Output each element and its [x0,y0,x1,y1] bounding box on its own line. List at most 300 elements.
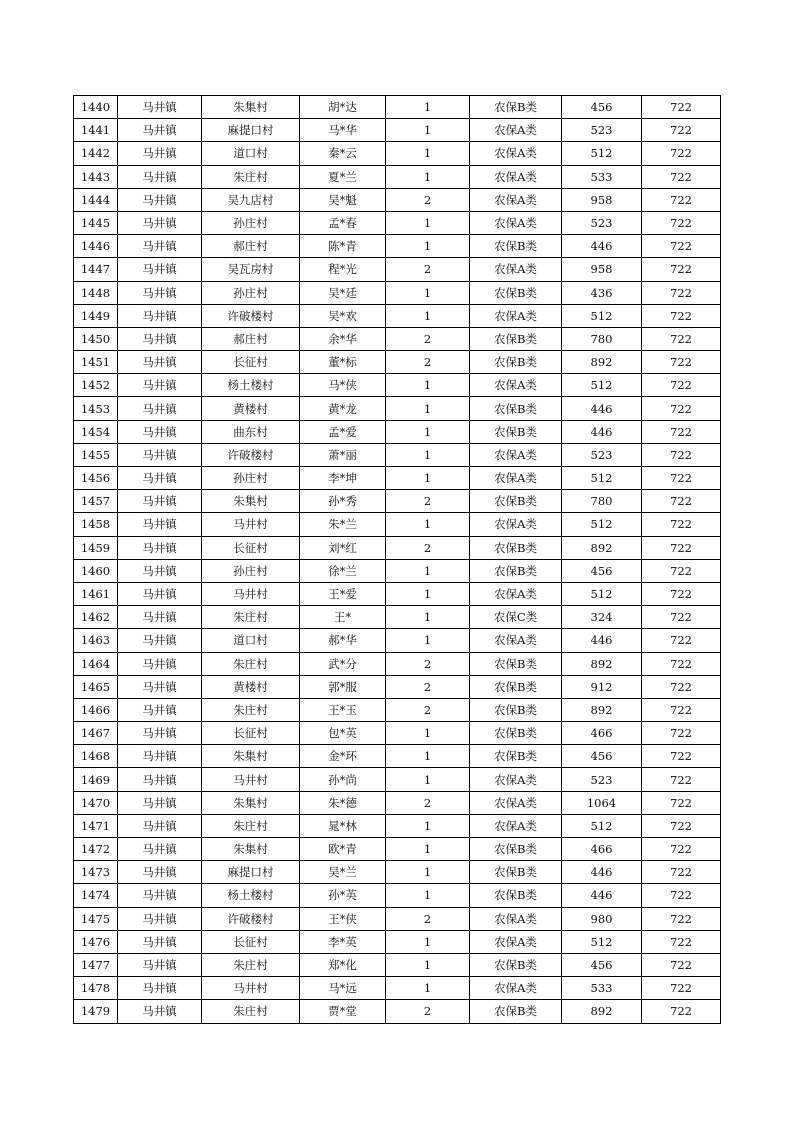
category-cell: 农保A类 [470,467,562,490]
records-table-body [74,96,721,1024]
row-number-cell: 1442 [74,142,118,165]
village-cell: 黄楼村 [202,397,300,420]
row-number-cell: 1459 [74,536,118,559]
household-size-cell: 2 [386,698,470,721]
village-cell: 许破楼村 [202,443,300,466]
table-row [74,907,721,930]
village-cell: 郝庄村 [202,235,300,258]
standard-cell: 722 [642,351,721,374]
name-cell: 王*侠 [300,907,386,930]
standard-cell: 722 [642,142,721,165]
household-size-cell: 2 [386,675,470,698]
standard-cell: 722 [642,629,721,652]
category-cell: 农保C类 [470,606,562,629]
household-size-cell: 2 [386,351,470,374]
village-cell: 马井村 [202,582,300,605]
household-size-cell: 1 [386,374,470,397]
village-cell: 许破楼村 [202,907,300,930]
standard-cell: 722 [642,652,721,675]
household-size-cell: 1 [386,768,470,791]
village-cell: 朱庄村 [202,652,300,675]
standard-cell: 722 [642,953,721,976]
amount-cell: 533 [562,977,642,1000]
category-cell: 农保A类 [470,304,562,327]
table-row [74,768,721,791]
category-cell: 农保A类 [470,582,562,605]
standard-cell: 722 [642,374,721,397]
amount-cell: 466 [562,838,642,861]
household-size-cell: 1 [386,281,470,304]
standard-cell: 722 [642,1000,721,1023]
row-number-cell: 1473 [74,861,118,884]
name-cell: 吴*兰 [300,861,386,884]
standard-cell: 722 [642,443,721,466]
table-row [74,559,721,582]
town-cell: 马井镇 [118,119,202,142]
town-cell: 马井镇 [118,559,202,582]
table-row [74,652,721,675]
standard-cell: 722 [642,397,721,420]
village-cell: 朱庄村 [202,165,300,188]
table-row [74,467,721,490]
village-cell: 朱庄村 [202,698,300,721]
row-number-cell: 1444 [74,188,118,211]
standard-cell: 722 [642,698,721,721]
row-number-cell: 1440 [74,96,118,119]
village-cell: 孙庄村 [202,281,300,304]
table-row [74,188,721,211]
village-cell: 孙庄村 [202,467,300,490]
category-cell: 农保A类 [470,907,562,930]
town-cell: 马井镇 [118,884,202,907]
name-cell: 武*分 [300,652,386,675]
village-cell: 朱集村 [202,838,300,861]
table-row [74,1000,721,1023]
name-cell: 孙*秀 [300,490,386,513]
row-number-cell: 1477 [74,953,118,976]
standard-cell: 722 [642,884,721,907]
standard-cell: 722 [642,119,721,142]
town-cell: 马井镇 [118,281,202,304]
town-cell: 马井镇 [118,745,202,768]
village-cell: 长征村 [202,930,300,953]
row-number-cell: 1456 [74,467,118,490]
town-cell: 马井镇 [118,467,202,490]
amount-cell: 1064 [562,791,642,814]
row-number-cell: 1476 [74,930,118,953]
household-size-cell: 1 [386,838,470,861]
household-size-cell: 1 [386,304,470,327]
category-cell: 农保B类 [470,397,562,420]
standard-cell: 722 [642,907,721,930]
household-size-cell: 1 [386,745,470,768]
category-cell: 农保A类 [470,119,562,142]
amount-cell: 512 [562,814,642,837]
household-size-cell: 2 [386,791,470,814]
category-cell: 农保A类 [470,768,562,791]
household-size-cell: 1 [386,142,470,165]
amount-cell: 446 [562,884,642,907]
category-cell: 农保B类 [470,884,562,907]
records-table [73,95,721,1024]
table-row [74,698,721,721]
household-size-cell: 1 [386,443,470,466]
village-cell: 朱集村 [202,791,300,814]
town-cell: 马井镇 [118,513,202,536]
name-cell: 金*环 [300,745,386,768]
name-cell: 夏*兰 [300,165,386,188]
category-cell: 农保A类 [470,443,562,466]
household-size-cell: 1 [386,467,470,490]
row-number-cell: 1465 [74,675,118,698]
table-row [74,96,721,119]
village-cell: 孙庄村 [202,559,300,582]
table-row [74,814,721,837]
village-cell: 朱庄村 [202,606,300,629]
row-number-cell: 1445 [74,211,118,234]
name-cell: 王*爱 [300,582,386,605]
amount-cell: 512 [562,304,642,327]
category-cell: 农保A类 [470,930,562,953]
name-cell: 王* [300,606,386,629]
village-cell: 朱庄村 [202,953,300,976]
row-number-cell: 1467 [74,722,118,745]
category-cell: 农保B类 [470,745,562,768]
table-row [74,211,721,234]
household-size-cell: 2 [386,490,470,513]
town-cell: 马井镇 [118,235,202,258]
row-number-cell: 1454 [74,420,118,443]
name-cell: 马*侠 [300,374,386,397]
standard-cell: 722 [642,513,721,536]
town-cell: 马井镇 [118,490,202,513]
village-cell: 麻提口村 [202,861,300,884]
town-cell: 马井镇 [118,351,202,374]
household-size-cell: 1 [386,861,470,884]
row-number-cell: 1447 [74,258,118,281]
category-cell: 农保B类 [470,327,562,350]
table-row [74,258,721,281]
village-cell: 朱集村 [202,96,300,119]
standard-cell: 722 [642,977,721,1000]
village-cell: 黄楼村 [202,675,300,698]
name-cell: 朱*兰 [300,513,386,536]
town-cell: 马井镇 [118,374,202,397]
amount-cell: 512 [562,930,642,953]
name-cell: 胡*达 [300,96,386,119]
category-cell: 农保A类 [470,142,562,165]
category-cell: 农保A类 [470,165,562,188]
village-cell: 吴瓦房村 [202,258,300,281]
amount-cell: 436 [562,281,642,304]
household-size-cell: 1 [386,930,470,953]
name-cell: 孟*春 [300,211,386,234]
standard-cell: 722 [642,838,721,861]
standard-cell: 722 [642,582,721,605]
village-cell: 马井村 [202,977,300,1000]
amount-cell: 456 [562,745,642,768]
table-row [74,861,721,884]
town-cell: 马井镇 [118,768,202,791]
village-cell: 麻提口村 [202,119,300,142]
category-cell: 农保A类 [470,791,562,814]
table-row [74,142,721,165]
household-size-cell: 2 [386,536,470,559]
row-number-cell: 1478 [74,977,118,1000]
table-row [74,119,721,142]
village-cell: 道口村 [202,629,300,652]
amount-cell: 446 [562,397,642,420]
name-cell: 徐*兰 [300,559,386,582]
table-row [74,745,721,768]
town-cell: 马井镇 [118,443,202,466]
town-cell: 马井镇 [118,861,202,884]
row-number-cell: 1446 [74,235,118,258]
category-cell: 农保A类 [470,211,562,234]
standard-cell: 722 [642,768,721,791]
table-row [74,977,721,1000]
category-cell: 农保B类 [470,536,562,559]
village-cell: 马井村 [202,768,300,791]
standard-cell: 722 [642,814,721,837]
category-cell: 农保A类 [470,188,562,211]
standard-cell: 722 [642,420,721,443]
category-cell: 农保B类 [470,675,562,698]
category-cell: 农保A类 [470,374,562,397]
amount-cell: 523 [562,443,642,466]
standard-cell: 722 [642,675,721,698]
row-number-cell: 1449 [74,304,118,327]
household-size-cell: 1 [386,235,470,258]
standard-cell: 722 [642,165,721,188]
village-cell: 杨土楼村 [202,884,300,907]
household-size-cell: 1 [386,722,470,745]
amount-cell: 892 [562,351,642,374]
row-number-cell: 1458 [74,513,118,536]
table-row [74,490,721,513]
row-number-cell: 1455 [74,443,118,466]
standard-cell: 722 [642,745,721,768]
town-cell: 马井镇 [118,814,202,837]
table-row [74,675,721,698]
village-cell: 许破楼村 [202,304,300,327]
household-size-cell: 1 [386,559,470,582]
table-row [74,443,721,466]
row-number-cell: 1457 [74,490,118,513]
household-size-cell: 2 [386,188,470,211]
town-cell: 马井镇 [118,327,202,350]
row-number-cell: 1469 [74,768,118,791]
household-size-cell: 2 [386,258,470,281]
row-number-cell: 1453 [74,397,118,420]
village-cell: 马井村 [202,513,300,536]
village-cell: 孙庄村 [202,211,300,234]
row-number-cell: 1460 [74,559,118,582]
amount-cell: 958 [562,188,642,211]
standard-cell: 722 [642,606,721,629]
household-size-cell: 2 [386,907,470,930]
table-row [74,351,721,374]
row-number-cell: 1452 [74,374,118,397]
town-cell: 马井镇 [118,96,202,119]
household-size-cell: 1 [386,884,470,907]
village-cell: 朱集村 [202,490,300,513]
amount-cell: 523 [562,119,642,142]
town-cell: 马井镇 [118,165,202,188]
amount-cell: 466 [562,722,642,745]
village-cell: 曲东村 [202,420,300,443]
row-number-cell: 1441 [74,119,118,142]
amount-cell: 512 [562,513,642,536]
name-cell: 朱*德 [300,791,386,814]
town-cell: 马井镇 [118,698,202,721]
name-cell: 李*坤 [300,467,386,490]
row-number-cell: 1464 [74,652,118,675]
household-size-cell: 1 [386,397,470,420]
table-row [74,513,721,536]
amount-cell: 512 [562,582,642,605]
amount-cell: 446 [562,235,642,258]
standard-cell: 722 [642,536,721,559]
table-row [74,791,721,814]
category-cell: 农保B类 [470,652,562,675]
amount-cell: 512 [562,467,642,490]
table-row [74,536,721,559]
standard-cell: 722 [642,791,721,814]
name-cell: 李*英 [300,930,386,953]
row-number-cell: 1462 [74,606,118,629]
town-cell: 马井镇 [118,304,202,327]
category-cell: 农保A类 [470,977,562,1000]
table-row [74,838,721,861]
table-row [74,281,721,304]
name-cell: 陈*青 [300,235,386,258]
category-cell: 农保B类 [470,861,562,884]
table-row [74,304,721,327]
name-cell: 秦*云 [300,142,386,165]
town-cell: 马井镇 [118,953,202,976]
name-cell: 吴*廷 [300,281,386,304]
amount-cell: 456 [562,559,642,582]
amount-cell: 523 [562,768,642,791]
row-number-cell: 1448 [74,281,118,304]
category-cell: 农保B类 [470,838,562,861]
name-cell: 马*远 [300,977,386,1000]
amount-cell: 958 [562,258,642,281]
row-number-cell: 1472 [74,838,118,861]
category-cell: 农保A类 [470,258,562,281]
table-row [74,582,721,605]
standard-cell: 722 [642,490,721,513]
standard-cell: 722 [642,235,721,258]
table-row [74,606,721,629]
amount-cell: 324 [562,606,642,629]
name-cell: 孙*尚 [300,768,386,791]
village-cell: 朱庄村 [202,814,300,837]
row-number-cell: 1479 [74,1000,118,1023]
amount-cell: 780 [562,327,642,350]
category-cell: 农保A类 [470,513,562,536]
amount-cell: 446 [562,629,642,652]
standard-cell: 722 [642,281,721,304]
town-cell: 马井镇 [118,977,202,1000]
table-row [74,327,721,350]
amount-cell: 456 [562,953,642,976]
town-cell: 马井镇 [118,606,202,629]
name-cell: 郝*华 [300,629,386,652]
table-row [74,884,721,907]
name-cell: 王*玉 [300,698,386,721]
category-cell: 农保B类 [470,698,562,721]
name-cell: 郭*服 [300,675,386,698]
row-number-cell: 1443 [74,165,118,188]
town-cell: 马井镇 [118,838,202,861]
town-cell: 马井镇 [118,211,202,234]
household-size-cell: 1 [386,629,470,652]
category-cell: 农保B类 [470,490,562,513]
standard-cell: 722 [642,861,721,884]
standard-cell: 722 [642,559,721,582]
name-cell: 马*华 [300,119,386,142]
household-size-cell: 2 [386,652,470,675]
table-row [74,629,721,652]
town-cell: 马井镇 [118,188,202,211]
village-cell: 吴九店村 [202,188,300,211]
village-cell: 长征村 [202,722,300,745]
village-cell: 杨土楼村 [202,374,300,397]
standard-cell: 722 [642,188,721,211]
town-cell: 马井镇 [118,930,202,953]
town-cell: 马井镇 [118,582,202,605]
name-cell: 黄*龙 [300,397,386,420]
row-number-cell: 1470 [74,791,118,814]
standard-cell: 722 [642,96,721,119]
household-size-cell: 1 [386,96,470,119]
name-cell: 余*华 [300,327,386,350]
name-cell: 程*光 [300,258,386,281]
amount-cell: 523 [562,211,642,234]
amount-cell: 533 [562,165,642,188]
category-cell: 农保B类 [470,235,562,258]
village-cell: 长征村 [202,536,300,559]
town-cell: 马井镇 [118,675,202,698]
village-cell: 朱庄村 [202,1000,300,1023]
amount-cell: 446 [562,861,642,884]
amount-cell: 892 [562,652,642,675]
household-size-cell: 1 [386,513,470,536]
category-cell: 农保B类 [470,559,562,582]
standard-cell: 722 [642,211,721,234]
name-cell: 贾*堂 [300,1000,386,1023]
name-cell: 董*标 [300,351,386,374]
household-size-cell: 1 [386,119,470,142]
name-cell: 孙*英 [300,884,386,907]
name-cell: 刘*红 [300,536,386,559]
row-number-cell: 1461 [74,582,118,605]
town-cell: 马井镇 [118,142,202,165]
amount-cell: 456 [562,96,642,119]
name-cell: 郑*化 [300,953,386,976]
town-cell: 马井镇 [118,1000,202,1023]
household-size-cell: 1 [386,953,470,976]
town-cell: 马井镇 [118,420,202,443]
category-cell: 农保B类 [470,1000,562,1023]
town-cell: 马井镇 [118,397,202,420]
category-cell: 农保B类 [470,351,562,374]
category-cell: 农保B类 [470,281,562,304]
town-cell: 马井镇 [118,722,202,745]
name-cell: 萧*丽 [300,443,386,466]
